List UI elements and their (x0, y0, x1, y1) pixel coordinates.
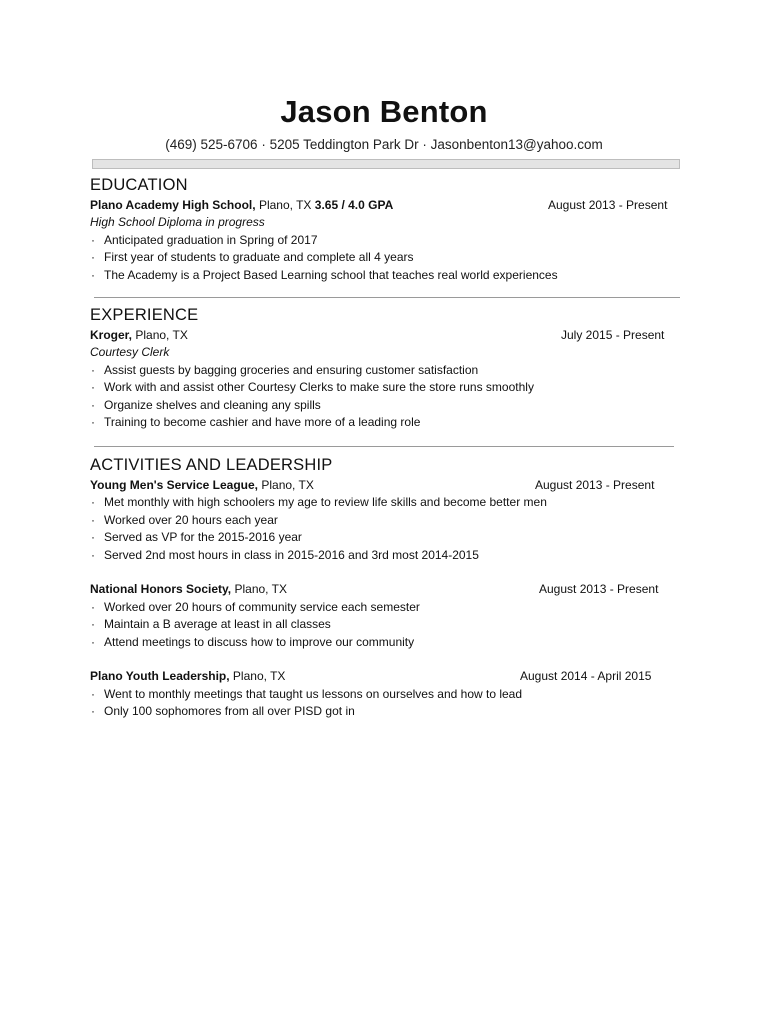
list-item: · Work with and assist other Courtesy Clerks to make sure the store runs smoothly (90, 379, 680, 396)
org-location: Plano, TX (261, 478, 314, 492)
experience-dates: July 2015 - Present (561, 328, 665, 342)
bullet-glyph: · (91, 599, 95, 614)
school-gpa: 3.65 / 4.0 GPA (314, 198, 394, 212)
activity-bullets (90, 686, 680, 721)
activity-dates: August 2014 - April 2015 (520, 669, 652, 684)
list-item: · Met monthly with high schoolers my age to review life skills and become better men (90, 494, 680, 511)
activity-entry-header (90, 477, 680, 494)
education-bullets (90, 232, 680, 284)
activities-heading: ACTIVITIES AND LEADERSHIP (90, 456, 333, 474)
contact-line: (469) 525-6706 · 5205 Teddington Park Dr · Jasonbenton13@yahoo.com (165, 137, 603, 152)
school-location: Plano, TX (258, 198, 312, 212)
bullet-glyph: · (91, 704, 95, 719)
bullet-glyph: · (91, 547, 95, 562)
bullet-glyph: · (91, 232, 95, 247)
bullet-glyph: · (91, 250, 95, 265)
degree-title: High School Diploma in progress (90, 215, 265, 230)
employer-location: Plano, TX (135, 328, 188, 342)
activity-dates: August 2013 - Present (539, 582, 659, 597)
org-name: National Honors Society, (90, 582, 232, 597)
org-name: Plano Youth Leadership, (90, 669, 230, 684)
bullet-glyph: · (91, 512, 95, 527)
bullet-glyph: · (91, 267, 95, 282)
list-item: · Training to become cashier and have more of a leading role (90, 414, 680, 431)
activity-dates: August 2013 - Present (535, 478, 655, 492)
org-location: Plano, TX (232, 669, 286, 684)
bullet-glyph: · (91, 617, 95, 632)
activity-bullets (90, 599, 680, 651)
experience-section (90, 304, 680, 431)
activity-entry-header (90, 581, 680, 598)
school-name: Plano Academy High School, (90, 198, 256, 212)
list-item: · Worked over 20 hours each year (90, 512, 680, 529)
list-item: · Served 2nd most hours in class in 2015-2016 and 3rd most 2014-2015 (90, 547, 680, 564)
list-item: · The Academy is a Project Based Learning school that teaches real world experiences (90, 267, 680, 284)
activities-section (90, 454, 680, 721)
job-title: Courtesy Clerk (90, 345, 170, 360)
bullet-glyph: · (91, 530, 95, 545)
education-section (90, 174, 680, 284)
org-name: Young Men's Service League, (90, 478, 259, 492)
education-entry-header (90, 197, 680, 214)
experience-bullets (90, 362, 680, 432)
section-divider (94, 446, 674, 447)
employer-name: Kroger, (90, 328, 133, 342)
education-dates: August 2013 - Present (548, 198, 668, 212)
list-item: · Only 100 sophomores from all over PISD got in (90, 703, 680, 720)
list-item: · Attend meetings to discuss how to improve our community (90, 634, 680, 651)
spacer (90, 651, 680, 668)
experience-heading: EXPERIENCE (90, 306, 199, 324)
experience-entry-header (90, 327, 680, 344)
list-item: · Organize shelves and cleaning any spills (90, 397, 680, 414)
list-item: · Went to monthly meetings that taught us lessons on ourselves and how to lead (90, 686, 680, 703)
education-heading: EDUCATION (90, 176, 188, 194)
list-item: · Worked over 20 hours of community service each semester (90, 599, 680, 616)
list-item: · Served as VP for the 2015-2016 year (90, 529, 680, 546)
list-item: · Anticipated graduation in Spring of 2017 (90, 232, 680, 249)
bullet-glyph: · (91, 397, 95, 412)
list-item: · Assist guests by bagging groceries and ensuring customer satisfaction (90, 362, 680, 379)
header-rule (92, 159, 680, 169)
bullet-glyph: · (91, 380, 95, 395)
org-location: Plano, TX (234, 582, 287, 597)
spacer (90, 564, 680, 581)
bullet-glyph: · (91, 362, 95, 377)
bullet-glyph: · (91, 415, 95, 430)
bullet-glyph: · (91, 686, 95, 701)
list-item: · First year of students to graduate and complete all 4 years (90, 249, 680, 266)
bullet-glyph: · (91, 495, 95, 510)
candidate-name: Jason Benton (280, 94, 488, 129)
activity-entry-header (90, 668, 680, 685)
bullet-glyph: · (91, 634, 95, 649)
activity-bullets (90, 494, 680, 564)
list-item: · Maintain a B average at least in all classes (90, 616, 680, 633)
section-divider (94, 297, 680, 298)
